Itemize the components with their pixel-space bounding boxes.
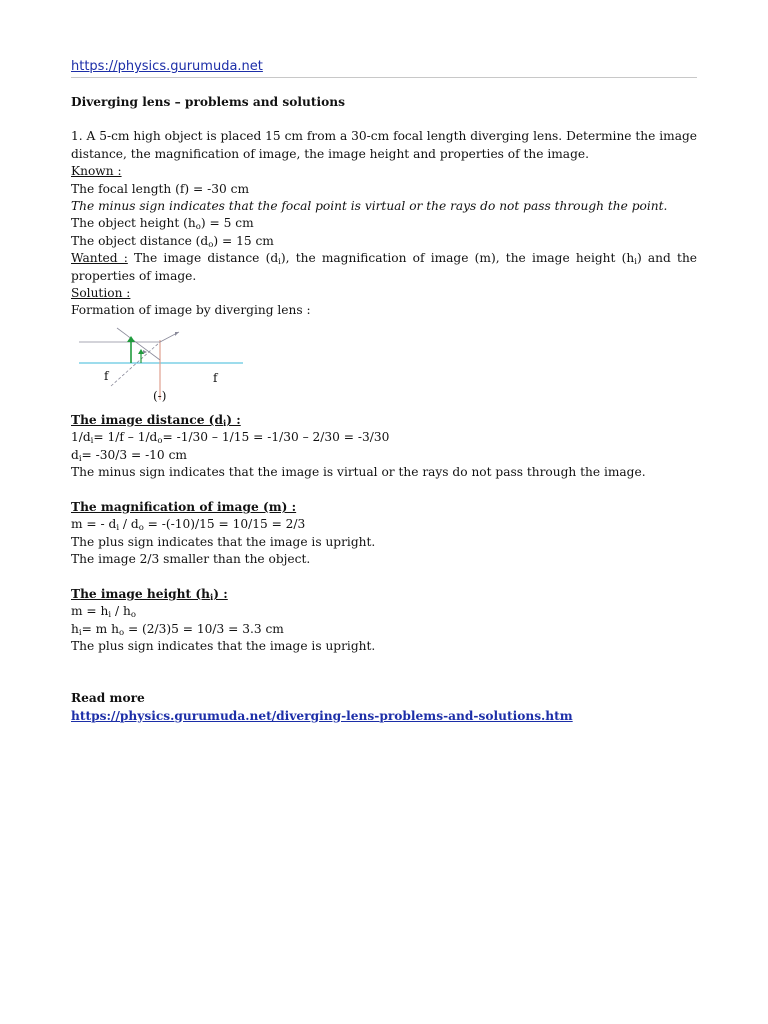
solution-label: Solution : — [71, 286, 131, 301]
read-more-link[interactable]: https://physics.gurumuda.net/diverging-lens-problems-and-solutions.htm — [71, 708, 573, 723]
image-distance-eq2: $d_i= -30/3 = -10$ cm — [71, 447, 187, 464]
formation-caption: Formation of image by diverging lens : — [71, 303, 311, 318]
focal-length-line: The focal length (f) = -30 cm — [71, 181, 250, 196]
magnification-eq: m = - $d_i / d_o = -(-10)/15 = 10/15 = 2/3$ — [71, 517, 306, 534]
lens-sign-label: (-) — [153, 388, 167, 403]
known-label: Known : — [71, 164, 122, 179]
image-height-heading: The image height $(h_i)$ : — [71, 586, 228, 603]
image-distance-note: The minus sign indicates that the image is virtual or the rays do not pass through the image. — [71, 465, 646, 480]
magnification-note-1: The plus sign indicates that the image is upright. — [71, 534, 376, 549]
magnification-note-2: The image 2/3 smaller than the object. — [71, 552, 311, 567]
problem-statement: 1. A 5-cm high object is placed 15 cm from a 30-cm focal length diverging lens. Determine the image distance, the magnification of image, the image height and properties of the image. — [71, 129, 697, 161]
magnification-heading: The magnification of image (m) : — [71, 499, 297, 514]
read-more-label: Read more — [71, 691, 145, 706]
object-arrowhead — [127, 336, 135, 342]
central-ray — [117, 328, 160, 360]
image-distance-heading: The image distance $(d_i)$ : — [71, 412, 241, 429]
header-divider — [71, 77, 697, 78]
lens-ray-diagram — [71, 322, 697, 412]
object-distance-line: The object distance $(d_o) = 15$ cm — [71, 233, 274, 250]
focal-sign-note: The minus sign indicates that the focal point is virtual or the rays do not pass through the point. — [71, 199, 668, 214]
focal-label-right: f — [213, 370, 218, 385]
wanted-line: Wanted : The image distance $(d_i)$, the magnification of image (m), the image height $(h_i)$ and the properties of image. — [71, 251, 698, 283]
focal-label-left: f — [104, 368, 109, 383]
image-height-note: The plus sign indicates that the image is upright. — [71, 639, 376, 654]
image-height-eq2: $h_i= m$ $h_o = (2/3)5 = 10/3 = 3.3$ cm — [71, 621, 284, 638]
document-title: Diverging lens – problems and solutions — [71, 95, 346, 109]
header-site-link[interactable]: https://physics.gurumuda.net — [71, 59, 263, 74]
image-distance-eq1: $1/d_i= 1/f - 1/d_o= -1/30 - 1/15 = -1/30 - 2/30 = -3/30$ — [71, 430, 390, 447]
refracted-ray-arrow — [175, 332, 179, 336]
document-page — [71, 58, 697, 725]
wanted-label: Wanted : — [71, 251, 128, 266]
object-height-line: The object height $(h_o) = 5$ cm — [71, 216, 254, 233]
image-height-eq1: $m = h_i / h_o$ — [71, 604, 136, 621]
virtual-ray-extension — [111, 342, 160, 386]
